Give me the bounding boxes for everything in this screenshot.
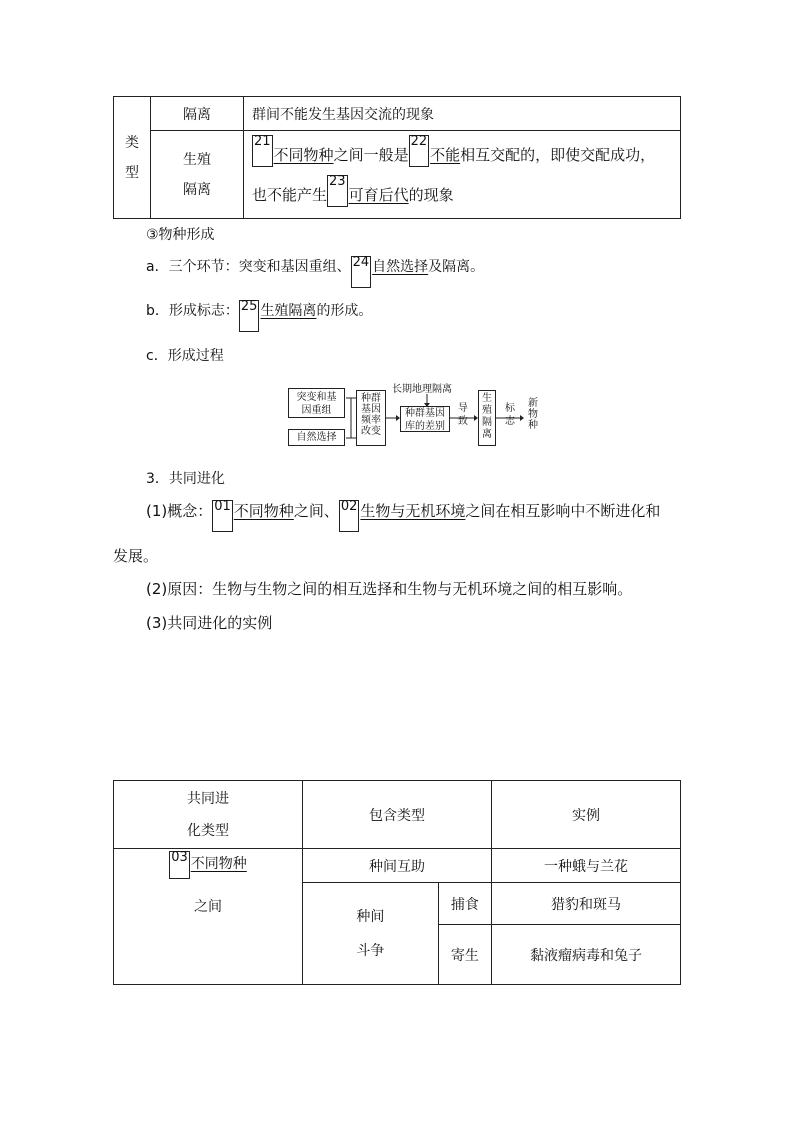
predation-example-cell	[492, 883, 681, 925]
concept-continuation	[113, 545, 158, 566]
predation-cell	[438, 883, 491, 925]
flow-box-repro-isolation: 生 殖 隔 离	[478, 390, 496, 446]
concept-mid: 之间、	[293, 502, 339, 520]
repro-label-cell	[151, 131, 244, 219]
parasitism-example-cell	[492, 925, 681, 985]
isolation-label: 隔离	[183, 106, 211, 123]
struggle-cell	[303, 883, 439, 985]
repro-label: 生殖 隔离	[183, 151, 211, 198]
header-example-cell	[492, 781, 681, 849]
flow-box-genepool: 种群基因 库的差别	[400, 406, 450, 432]
answer-23: 可育后代	[348, 185, 409, 204]
type-cell	[114, 97, 151, 219]
line-b-prefix: b．形成标志：	[146, 303, 239, 319]
header-type-cell	[114, 781, 303, 849]
reason-text: (2)原因：生物与生物之间的相互选择和生物与无机环境之间的相互影响。	[146, 580, 633, 598]
species-formation-heading	[146, 224, 215, 244]
mutualism-label: 种间互助	[369, 858, 425, 875]
flow-label-marks: 标 志	[505, 403, 515, 427]
concept-continuation-text: 发展。	[113, 547, 159, 565]
flow-box-mutation: 突变和基 因重组	[288, 388, 345, 418]
type-label: 类 型	[125, 134, 139, 181]
coevolution-table	[113, 780, 681, 985]
line-b-suffix: 的形成。	[316, 303, 373, 319]
concept-line	[146, 500, 660, 532]
reason-line	[146, 578, 632, 599]
coevolution-heading-text: 3．共同进化	[146, 471, 225, 487]
blank-number-24: 24	[351, 256, 372, 288]
line-b	[146, 300, 372, 332]
coevolution-heading	[146, 468, 225, 488]
species-formation-heading-text: ③物种形成	[146, 227, 215, 243]
between-species-cell	[114, 849, 303, 985]
repro-desc-cell	[244, 131, 681, 219]
flow-label-new-species: 新 物 种	[528, 398, 538, 431]
repro-text-2: 相互交配的，即使交配成功，	[460, 145, 656, 164]
answer-22: 不能	[430, 145, 461, 164]
line-a-prefix: a．三个环节：突变和基因重组、	[146, 259, 351, 275]
mutualism-example-cell	[492, 849, 681, 883]
predation-example: 猎豹和斑马	[551, 896, 621, 913]
repro-text-1: 之间一般是	[333, 145, 409, 164]
isolation-label-cell	[151, 97, 244, 131]
header-example: 实例	[572, 807, 600, 824]
blank-number-01: 01	[212, 500, 233, 532]
line-c	[146, 345, 224, 365]
header-type: 共同进 化类型	[187, 790, 229, 839]
repro-text-3: 也不能产生	[252, 185, 328, 204]
line-a-suffix: 及隔离。	[428, 259, 485, 275]
examples-heading	[146, 612, 272, 633]
blank-number-23: 23	[327, 175, 348, 207]
blank-number-22: 22	[409, 135, 430, 167]
header-includes-cell	[303, 781, 492, 849]
parasitism-cell	[438, 925, 491, 985]
repro-text-4: 的现象	[408, 185, 454, 204]
between-label: 之间	[194, 899, 222, 915]
parasitism-label: 寄生	[450, 947, 479, 964]
answer-25: 生殖隔离	[260, 303, 317, 319]
blank-number-21: 21	[252, 135, 273, 167]
flow-label-geo-isolation: 长期地理隔离	[392, 384, 452, 395]
header-includes: 包含类型	[369, 807, 425, 824]
answer-21: 不同物种	[273, 145, 334, 164]
parasitism-example: 黏液瘤病毒和兔子	[530, 947, 642, 964]
isolation-desc: 群间不能发生基因交流的现象	[252, 106, 434, 123]
answer-03: 不同物种	[190, 856, 247, 872]
examples-heading-text: (3)共同进化的实例	[146, 614, 273, 632]
isolation-table	[113, 96, 681, 219]
answer-24: 自然选择	[372, 259, 429, 275]
predation-label: 捕食	[450, 896, 479, 913]
blank-number-03: 03	[169, 851, 190, 879]
mutualism-example: 一种蛾与兰花	[544, 858, 628, 875]
flow-label-leads: 导 致	[458, 403, 468, 427]
flow-diagram	[288, 378, 548, 448]
flow-box-selection: 自然选择	[288, 429, 345, 446]
struggle-label: 种间 斗争	[356, 908, 385, 959]
flow-box-frequency: 种群 基因 频率 改变	[356, 390, 386, 446]
concept-suffix: 之间在相互影响中不断进化和	[465, 502, 661, 520]
isolation-desc-cell	[244, 97, 681, 131]
concept-prefix: (1)概念：	[146, 502, 213, 520]
line-a	[146, 256, 484, 288]
blank-number-25: 25	[239, 300, 260, 332]
blank-number-02: 02	[339, 500, 360, 532]
answer-02: 生物与无机环境	[360, 502, 466, 520]
answer-01: 不同物种	[233, 502, 294, 520]
line-c-text: c．形成过程	[146, 348, 224, 364]
mutualism-cell	[303, 849, 492, 883]
